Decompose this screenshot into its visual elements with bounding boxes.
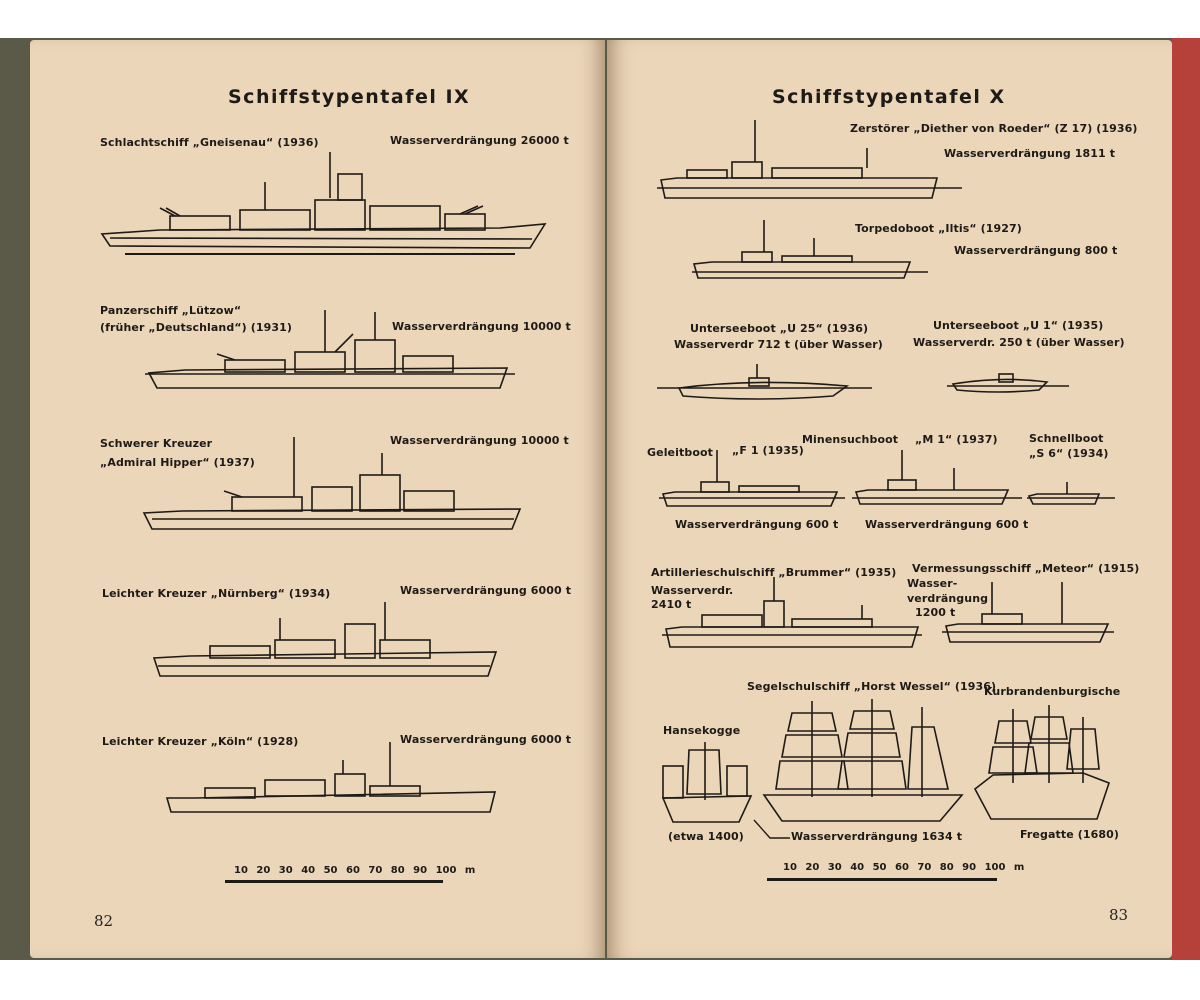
ship-name-line2: (früher „Deutschland“) (1931) — [100, 321, 292, 334]
ship-name-line2: Fregatte (1680) — [1020, 828, 1119, 841]
scale-labels: 10 20 30 40 50 60 70 80 90 100 m — [234, 865, 476, 876]
book-cover-edge — [1172, 38, 1200, 960]
ship-name: Minensuchboot — [802, 433, 899, 446]
page-title: Schiffstypentafel IX — [228, 86, 471, 108]
left-page — [30, 40, 605, 958]
ship-name: Artillerieschulschiff „Brummer“ (1935) — [651, 566, 897, 579]
ship-name: Zerstörer „Diether von Roeder“ (Z 17) (1936) — [850, 122, 1138, 135]
ship-name-line1: Schnellboot — [1029, 432, 1104, 445]
ship-name: „F 1 (1935) — [732, 444, 804, 457]
ship-name-line1: Kurbrandenburgische — [984, 685, 1121, 698]
ship-displacement: Wasserverdr 712 t (über Wasser) — [674, 338, 883, 351]
ship-name: Geleitboot — [647, 446, 713, 459]
ship-name: Schlachtschiff „Gneisenau“ (1936) — [100, 136, 319, 149]
ship-name: „M 1“ (1937) — [915, 433, 998, 446]
cruiser-drawing — [142, 435, 527, 545]
battleship-drawing — [100, 150, 550, 265]
scale-bar — [767, 878, 997, 881]
ship-name: Segelschulschiff „Horst Wessel“ (1936) — [747, 680, 997, 693]
ship-displacement-line1: Wasserverdr. — [651, 584, 734, 597]
ship-displacement-line3: 1200 t — [915, 606, 956, 619]
minesweeper-drawing — [852, 448, 1027, 510]
survey-ship-drawing — [942, 580, 1117, 650]
ship-name-line1: Schwerer Kreuzer — [100, 437, 213, 450]
ship-displacement: Wasserverdrängung 10000 t — [392, 320, 571, 333]
ship-displacement: Wasserverdrängung 800 t — [954, 244, 1118, 257]
ship-name-line2: „Admiral Hipper“ (1937) — [100, 456, 255, 469]
page-title: Schiffstypentafel X — [772, 86, 1006, 108]
right-page — [607, 40, 1172, 958]
light-cruiser-drawing — [150, 600, 510, 690]
ship-name: Leichter Kreuzer „Köln“ (1928) — [102, 735, 299, 748]
ship-name: Hansekogge — [663, 724, 741, 737]
submarine-u25-drawing — [657, 360, 877, 410]
escort-boat-drawing — [659, 448, 849, 510]
scale-bar — [225, 880, 443, 883]
panzerschiff-drawing — [145, 308, 520, 398]
ship-name: Vermessungsschiff „Meteor“ (1915) — [912, 562, 1140, 575]
ship-name: Unterseeboot „U 1“ (1935) — [933, 319, 1104, 332]
ship-displacement: Wasserverdrängung 6000 t — [400, 733, 572, 746]
ship-displacement: Wasserverdrängung 6000 t — [400, 584, 572, 597]
ship-displacement-line2: 2410 t — [651, 598, 692, 611]
scale-labels: 10 20 30 40 50 60 70 80 90 100 m — [783, 862, 1025, 873]
ship-displacement: Wasserverdrängung 600 t — [675, 518, 839, 531]
torpedo-boat-drawing — [692, 218, 932, 288]
ship-displacement: Wasserverdrängung 26000 t — [390, 134, 569, 147]
ship-displacement: Wasserverdrängung 600 t — [865, 518, 1029, 531]
ship-displacement: Wasserverdrängung 1811 t — [944, 147, 1116, 160]
ship-name-line2: „S 6“ (1934) — [1029, 447, 1109, 460]
ship-name: Torpedoboot „Iltis“ (1927) — [855, 222, 1022, 235]
leader-line — [752, 818, 792, 844]
ship-displacement-line1: Wasser- — [907, 577, 958, 590]
artillery-training-ship-drawing — [662, 575, 927, 653]
frigate-drawing — [973, 703, 1113, 829]
ship-name: Unterseeboot „U 25“ (1936) — [690, 322, 869, 335]
page-number: 83 — [1109, 906, 1129, 924]
submarine-u1-drawing — [947, 362, 1072, 402]
ship-displacement: Wasserverdrängung 1634 t — [791, 830, 963, 843]
cog-ship-drawing — [659, 740, 754, 830]
ship-date: (etwa 1400) — [668, 830, 744, 843]
ship-name-line1: Panzerschiff „Lützow“ — [100, 304, 242, 317]
schnellboot-drawing — [1027, 480, 1117, 510]
ship-displacement: Wasserverdr. 250 t (über Wasser) — [913, 336, 1125, 349]
light-cruiser-drawing — [165, 740, 500, 820]
open-book — [0, 38, 1200, 960]
ship-name: Leichter Kreuzer „Nürnberg“ (1934) — [102, 587, 331, 600]
page-number: 82 — [94, 912, 114, 930]
ship-displacement: Wasserverdrängung 10000 t — [390, 434, 569, 447]
ship-displacement-line2: verdrängung — [907, 592, 989, 605]
sailing-ship-drawing — [762, 697, 967, 829]
destroyer-drawing — [657, 118, 967, 203]
